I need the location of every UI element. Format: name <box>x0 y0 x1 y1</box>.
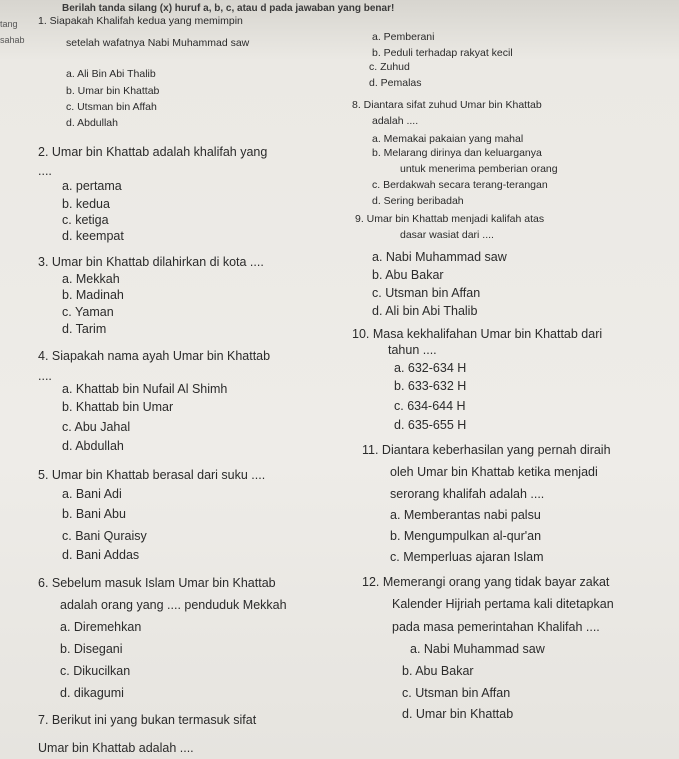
edge-text-2: sahab <box>0 35 25 45</box>
right-line-2: b. Peduli terhadap rakyat kecil <box>372 47 513 59</box>
left-line-13: 3. Umar bin Khattab dilahirkan di kota .... <box>38 255 264 269</box>
left-line-29: 6. Sebelum masuk Islam Umar bin Khattab <box>38 576 276 590</box>
right-line-7: a. Memakai pakaian yang mahal <box>372 133 524 145</box>
left-line-24: 5. Umar bin Khattab berasal dari suku .... <box>38 468 266 482</box>
right-line-31: Kalender Hijriah pertama kali ditetapkan <box>392 597 614 611</box>
right-line-27: a. Memberantas nabi palsu <box>390 508 541 522</box>
right-line-9: untuk menerima pemberian orang <box>400 163 558 175</box>
left-line-33: c. Dikucilkan <box>60 664 131 678</box>
right-line-20: a. 632-634 H <box>394 361 467 375</box>
left-line-7: 2. Umar bin Khattab adalah khalifah yang <box>38 145 268 159</box>
left-line-26: b. Bani Abu <box>62 507 126 521</box>
left-line-1: 1. Siapakah Khalifah kedua yang memimpin <box>38 15 243 27</box>
left-line-11: c. ketiga <box>62 213 109 227</box>
left-line-32: b. Disegani <box>60 642 123 656</box>
right-line-5: 8. Diantara sifat zuhud Umar bin Khattab <box>352 99 542 111</box>
right-line-13: dasar wasiat dari .... <box>400 229 494 241</box>
edge-text-1: tang <box>0 19 18 29</box>
left-line-10: b. kedua <box>62 197 110 211</box>
right-line-18: 10. Masa kekhalifahan Umar bin Khattab dari <box>352 327 603 341</box>
left-line-35: 7. Berikut ini yang bukan termasuk sifat <box>38 713 257 727</box>
left-line-23: d. Abdullah <box>62 439 124 453</box>
right-line-36: d. Umar bin Khattab <box>402 707 514 721</box>
instruction-text: Berilah tanda silang (x) huruf a, b, c, atau d pada jawaban yang benar! <box>62 3 395 14</box>
right-line-23: d. 635-655 H <box>394 418 467 432</box>
right-line-35: c. Utsman bin Affan <box>402 686 511 700</box>
left-line-19: .... <box>38 369 52 383</box>
right-line-33: a. Nabi Muhammad saw <box>410 642 545 656</box>
left-line-31: a. Diremehkan <box>60 620 142 634</box>
right-line-34: b. Abu Bakar <box>402 664 474 678</box>
left-line-8: .... <box>38 164 52 178</box>
left-line-14: a. Mekkah <box>62 272 120 286</box>
left-line-9: a. pertama <box>62 179 122 193</box>
right-line-6: adalah .... <box>372 115 419 127</box>
left-line-22: c. Abu Jahal <box>62 420 131 434</box>
left-line-30: adalah orang yang .... penduduk Mekkah <box>60 598 287 612</box>
right-line-24: 11. Diantara keberhasilan yang pernah diraih <box>362 443 611 457</box>
right-line-14: a. Nabi Muhammad saw <box>372 250 507 264</box>
right-line-19: tahun .... <box>388 343 437 357</box>
right-line-4: d. Pemalas <box>369 77 422 89</box>
right-line-11: d. Sering beribadah <box>372 195 464 207</box>
left-line-20: a. Khattab bin Nufail Al Shimh <box>62 382 228 396</box>
right-line-1: a. Pemberani <box>372 31 435 43</box>
left-line-21: b. Khattab bin Umar <box>62 400 174 414</box>
right-line-32: pada masa pemerintahan Khalifah .... <box>392 620 600 634</box>
right-line-15: b. Abu Bakar <box>372 268 444 282</box>
left-line-4: b. Umar bin Khattab <box>66 85 160 97</box>
right-line-30: 12. Memerangi orang yang tidak bayar zakat <box>362 575 610 589</box>
left-line-16: c. Yaman <box>62 305 114 319</box>
right-line-16: c. Utsman bin Affan <box>372 286 481 300</box>
right-line-17: d. Ali bin Abi Thalib <box>372 304 478 318</box>
right-line-12: 9. Umar bin Khattab menjadi kalifah atas <box>355 213 545 225</box>
right-line-3: c. Zuhud <box>369 61 410 73</box>
left-line-3: a. Ali Bin Abi Thalib <box>66 68 156 80</box>
right-line-26: serorang khalifah adalah .... <box>390 487 545 501</box>
right-line-22: c. 634-644 H <box>394 399 466 413</box>
left-line-2: setelah wafatnya Nabi Muhammad saw <box>66 37 250 49</box>
right-line-28: b. Mengumpulkan al-qur'an <box>390 529 542 543</box>
left-line-36: Umar bin Khattab adalah .... <box>38 741 194 755</box>
left-line-6: d. Abdullah <box>66 117 118 129</box>
right-line-21: b. 633-632 H <box>394 379 467 393</box>
left-line-25: a. Bani Adi <box>62 487 122 501</box>
right-line-29: c. Memperluas ajaran Islam <box>390 550 544 564</box>
left-line-17: d. Tarim <box>62 322 107 336</box>
right-line-25: oleh Umar bin Khattab ketika menjadi <box>390 465 598 479</box>
left-line-27: c. Bani Quraisy <box>62 529 147 543</box>
right-line-10: c. Berdakwah secara terang-terangan <box>372 179 548 191</box>
left-line-12: d. keempat <box>62 229 124 243</box>
right-line-8: b. Melarang dirinya dan keluarganya <box>372 147 542 159</box>
left-line-5: c. Utsman bin Affah <box>66 101 157 113</box>
left-line-28: d. Bani Addas <box>62 548 140 562</box>
left-line-15: b. Madinah <box>62 288 124 302</box>
left-line-18: 4. Siapakah nama ayah Umar bin Khattab <box>38 349 271 363</box>
left-line-34: d. dikagumi <box>60 686 124 700</box>
